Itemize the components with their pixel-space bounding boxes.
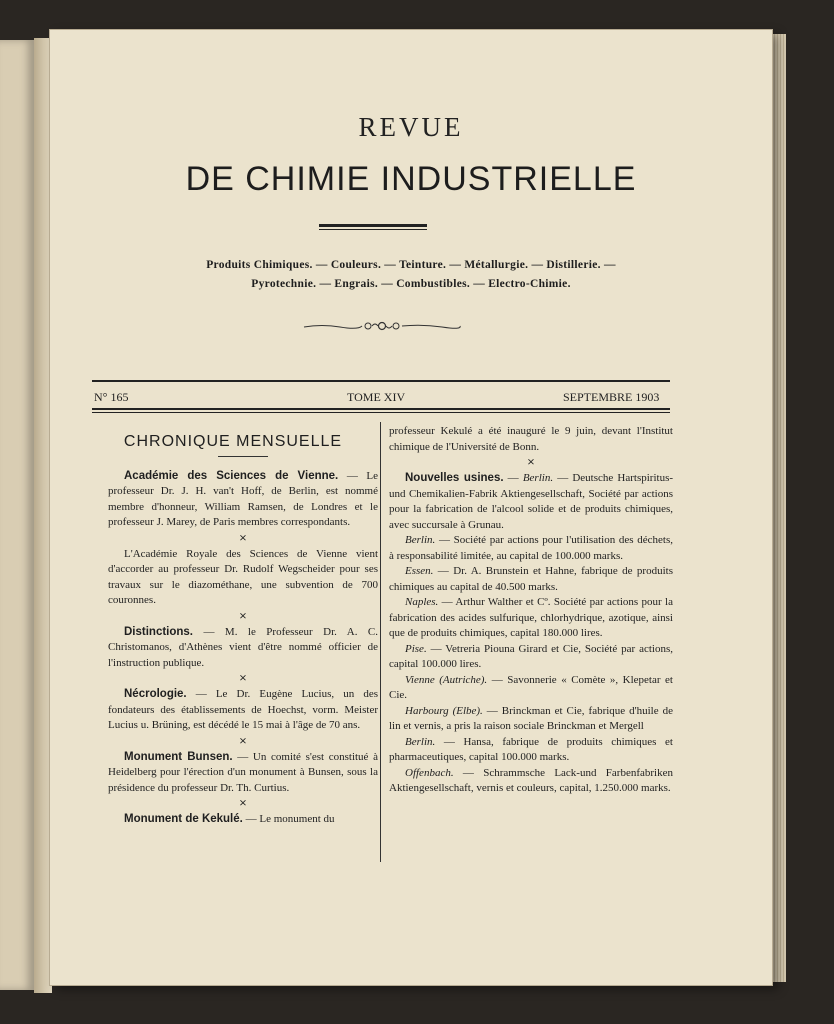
usine-place: Berlin. bbox=[522, 472, 554, 484]
usine-entry bbox=[389, 673, 673, 704]
usine-entry bbox=[389, 766, 673, 797]
separator-mark: ⨯ bbox=[238, 735, 248, 747]
news-item bbox=[108, 547, 378, 609]
section-heading-rule bbox=[218, 456, 268, 457]
usine-text: — Hansa, fabrique de produits chimiques et pharmaceutiques, capital 100.000 marks. bbox=[389, 735, 673, 763]
usine-place: Berlin. bbox=[405, 534, 436, 546]
column-right bbox=[389, 424, 673, 797]
masthead-title-main: DE CHIMIE INDUSTRIELLE bbox=[185, 160, 637, 198]
usine-entry bbox=[389, 595, 673, 642]
title-rule bbox=[319, 224, 427, 227]
usine-text: — Savonnerie « Comète », Klepetar et Cie. bbox=[389, 673, 673, 701]
title-rule-thin bbox=[319, 229, 427, 230]
usine-entry bbox=[389, 642, 673, 673]
news-item bbox=[108, 750, 378, 797]
usine-place: Pise. bbox=[405, 642, 427, 655]
section-heading: CHRONIQUE MENSUELLE bbox=[123, 433, 343, 450]
news-item-text: — Le Dr. Eugène Lucius, un des fondateurs des établissements de Hoechst, vorm. Meister Lucius u. Brüning, est décédé le 15 mai à l'âge de 70 ans. bbox=[108, 688, 378, 731]
masthead-title-revue: REVUE bbox=[358, 112, 464, 142]
usine-entry bbox=[389, 704, 673, 735]
news-item-text: L'Académie Royale des Sciences de Vienne vient d'accorder au professeur Dr. Rudolf Wegscheider pour ses travaux sur le diazométhane, une subvention de 700 couronnes. bbox=[108, 547, 378, 606]
news-item-title: Monument de Kekulé. bbox=[124, 813, 243, 825]
usine-place: Naples. bbox=[405, 596, 439, 608]
facing-page-edge bbox=[0, 40, 36, 990]
column-divider bbox=[380, 422, 381, 862]
issue-number: N° 165 bbox=[94, 390, 129, 404]
usines-title: Nouvelles usines. bbox=[405, 472, 504, 484]
news-item-title: Académie des Sciences de Vienne. bbox=[124, 469, 339, 482]
separator-mark: ⨯ bbox=[526, 457, 536, 468]
continuation-text: professeur Kekulé a été inauguré le 9 juin, devant l'Institut chimique de l'Université de Bonn. bbox=[389, 425, 673, 453]
usine-place: Harbourg (Elbe). bbox=[405, 704, 483, 717]
news-item bbox=[108, 469, 378, 531]
usine-entry bbox=[389, 533, 673, 564]
header-rule-bottom-thin bbox=[92, 412, 670, 413]
news-item-title: Distinctions. bbox=[124, 625, 194, 638]
usine-place: Essen. bbox=[405, 565, 434, 577]
usine-place: Vienne (Autriche). bbox=[405, 673, 488, 686]
separator-mark: ⨯ bbox=[238, 610, 248, 622]
subjects-line-1: Produits Chimiques. — Couleurs. — Teinture. — Métallurgie. — Distillerie. — bbox=[206, 259, 616, 271]
issue-tome: TOME XIV bbox=[347, 390, 406, 404]
usine-text: — Dr. A. Brunstein et Hahne, fabrique de produits chimiques au capital de 40.500 marks. bbox=[389, 565, 673, 593]
usine-text: — Schrammsche Lack-und Farbenfabriken Aktiengesellschaft, vernis et couleurs, capital, 1.250.000 marks. bbox=[389, 766, 673, 794]
issue-date: SEPTEMBRE 1903 bbox=[563, 390, 660, 404]
news-item-text: — Le monument du bbox=[242, 813, 335, 825]
ornament-icon bbox=[302, 318, 462, 334]
header-rule-top bbox=[92, 380, 670, 382]
news-item-title: Monument Bunsen. bbox=[124, 750, 233, 763]
news-item bbox=[108, 687, 378, 734]
usine-text: — Deutsche Hartspiritus-und Chemikalien-Fabrik Aktiengesellschaft, Société par actions pour la fabrication de l'alcool solide et de produits chimiques, avec succursale à Grunau. bbox=[389, 472, 674, 531]
news-item bbox=[108, 812, 378, 828]
usine-entry bbox=[389, 735, 673, 766]
news-item-text: — Le professeur Dr. J. H. van't Hoff, de Berlin, est nommé membre d'honneur, William Ramsen, de Londres et le professeur J. Marey, de Paris membres correspondants. bbox=[108, 469, 378, 528]
usine-entry: Nouvelles usines. — Berlin. — Deutsche Hartspiritus-und Chemikalien-Fabrik Aktiengesellschaft, Société par actions pour la fabrication de l'alcool solide et de produits chimiques, avec succursale à Grunau. bbox=[389, 472, 674, 531]
journal-page bbox=[50, 30, 772, 985]
usine-place: Offenbach. bbox=[405, 766, 454, 779]
news-item-text: — M. le Professeur Dr. A. C. Christomanos, d'Athènes vient d'être nommé officier de l'instruction publique. bbox=[108, 625, 378, 669]
usine-place: Berlin. bbox=[405, 735, 436, 748]
separator-mark: ⨯ bbox=[238, 798, 248, 809]
news-item-text: — Un comité s'est constitué à Heidelberg pour l'érection d'un monument à Bunsen, sous la présidence du professeur Dr. Th. Curtius. bbox=[108, 750, 378, 794]
usine-text: — Vetreria Piouna Girard et Cie, Société par actions, capital 100.000 lires. bbox=[389, 642, 673, 670]
usine-text: — Arthur Walther et Cº. Société par actions pour la fabrication des acides sulfurique, chlorhydrique, azotique, ainsi que de produits chimiques, capital 180.000 lires. bbox=[389, 596, 673, 639]
news-item bbox=[108, 625, 378, 672]
usine-entry bbox=[389, 564, 673, 595]
column-left bbox=[108, 426, 378, 828]
separator-mark: ⨯ bbox=[238, 673, 248, 684]
header-rule-bottom bbox=[92, 408, 670, 410]
subjects-line-2: Pyrotechnie. — Engrais. — Combustibles. — Electro-Chimie. bbox=[251, 278, 571, 290]
news-item-title: Nécrologie. bbox=[124, 688, 187, 700]
page-stack-edge bbox=[772, 34, 786, 982]
separator-mark: ⨯ bbox=[238, 532, 248, 544]
usine-text: — Société par actions pour l'utilisation des déchets, à responsabilité limitée, au capital de 100.000 marks. bbox=[389, 534, 673, 562]
usine-text: — Brinckman et Cie, fabrique d'huile de lin et vernis, a pris la raison sociale Brinckman et Mergell bbox=[389, 704, 673, 732]
